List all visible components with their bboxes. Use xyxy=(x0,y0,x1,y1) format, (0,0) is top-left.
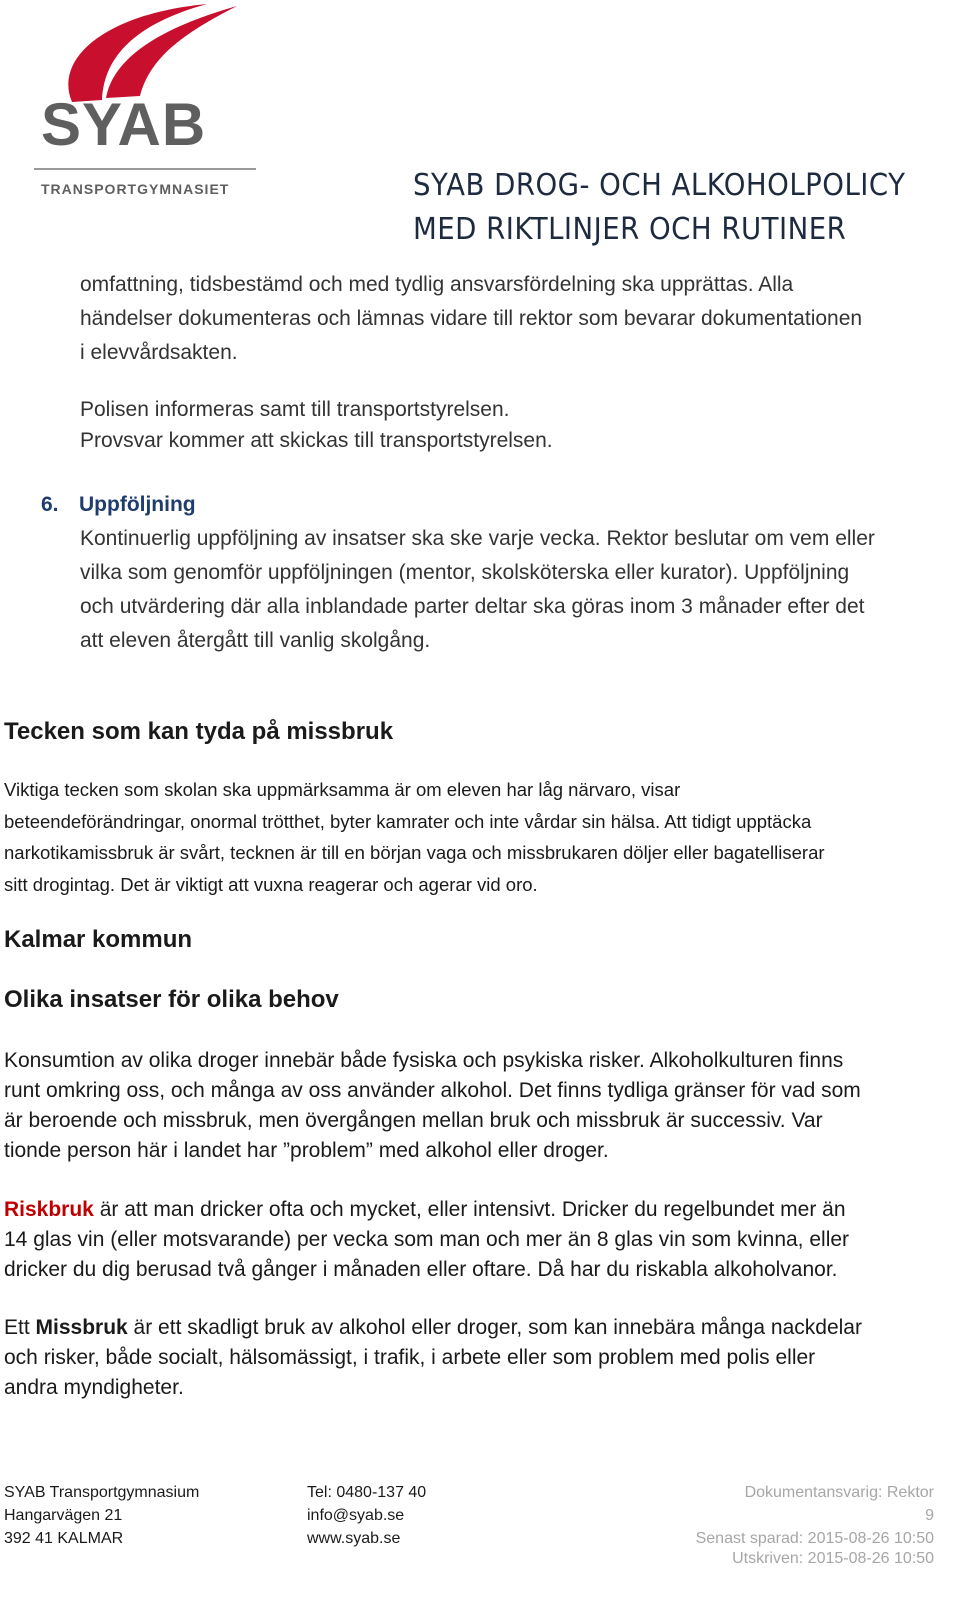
text-line: sitt drogintag. Det är viktigt att vuxna reagerar och agerar vid oro. xyxy=(4,873,538,895)
text-span: är ett skadligt bruk av alkohol eller droger, som kan innebära många nackdelar xyxy=(127,1316,862,1339)
document-title xyxy=(413,164,905,252)
heading-insatser: Olika insatser för olika behov xyxy=(4,986,339,1013)
footer-website[interactable]: www.syab.se xyxy=(307,1530,401,1547)
heading-signs: Tecken som kan tyda på missbruk xyxy=(4,718,394,745)
footer-email[interactable]: info@syab.se xyxy=(307,1507,405,1524)
text-line: narkotikamissbruk är svårt, tecknen är till en början vaga och missbrukaren döljer eller bagatelliserar xyxy=(4,842,825,863)
text-line: runt omkring oss, och många av oss använder alkohol. Det finns tydliga gränser för vad som xyxy=(4,1079,861,1102)
text-line: vilka som genomför uppföljningen (mentor, skolsköterska eller kurator). Uppföljning xyxy=(80,561,850,584)
footer-meta xyxy=(696,1481,934,1568)
page-number: 9 xyxy=(925,1507,934,1524)
heading-kalmar: Kalmar kommun xyxy=(4,926,193,953)
text-line: omfattning, tidsbestämd och med tydlig ansvarsfördelning ska upprättas. Alla xyxy=(80,273,794,296)
text-line: händelser dokumenteras och lämnas vidare till rektor som bevarar dokumentationen xyxy=(80,307,863,330)
footer-city: 392 41 KALMAR xyxy=(4,1530,124,1547)
text-line xyxy=(4,1195,849,1225)
text-line: Viktiga tecken som skolan ska uppmärksamma är om eleven har låg närvaro, visar xyxy=(4,779,681,800)
section-number: 6. xyxy=(41,493,59,516)
footer-street: Hangarvägen 21 xyxy=(4,1507,123,1524)
section-title: Uppföljning xyxy=(79,493,196,516)
title-line-1: SYAB DROG- OCH ALKOHOLPOLICY xyxy=(413,168,906,203)
logo-divider xyxy=(34,168,256,170)
footer-printed-date: Utskriven: 2015-08-26 10:50 xyxy=(732,1550,934,1567)
consumption-paragraph xyxy=(4,1046,861,1166)
police-paragraph xyxy=(80,394,553,456)
text-line: och utvärdering där alla inblandade parter deltar ska göras inom 3 månader efter det xyxy=(80,595,865,618)
section-heading-followup xyxy=(41,488,196,522)
text-span: är att man dricker ofta och mycket, eller intensivt. Dricker du regelbundet mer än xyxy=(93,1198,846,1221)
text-line: 14 glas vin (eller motsvarande) per vecka som man och mer än 8 glas vin som kvinna, eller xyxy=(4,1228,850,1251)
text-line: andra myndigheter. xyxy=(4,1376,184,1399)
footer-address xyxy=(4,1481,199,1550)
logo-wordmark: SYAB xyxy=(41,91,207,158)
syab-logo xyxy=(32,0,272,205)
text-line: är beroende och missbruk, men övergången mellan bruk och missbruk är successiv. Var xyxy=(4,1109,823,1132)
text-line xyxy=(4,1313,862,1343)
text-line: Polisen informeras samt till transportstyrelsen. xyxy=(80,398,510,421)
logo-subtitle: TRANSPORTGYMNASIET xyxy=(41,181,230,197)
followup-paragraph xyxy=(80,522,875,658)
text-span: Ett xyxy=(4,1316,36,1339)
text-line: tionde person här i landet har ”problem” med alkohol eller droger. xyxy=(4,1139,609,1162)
text-line: att eleven återgått till vanlig skolgång. xyxy=(80,629,431,652)
missbruk-paragraph xyxy=(4,1313,862,1403)
footer-contact xyxy=(307,1481,426,1550)
missbruk-term: Missbruk xyxy=(35,1316,128,1339)
text-line: Konsumtion av olika droger innebär både fysiska och psykiska risker. Alkoholkulturen finns xyxy=(4,1049,844,1072)
text-line: Kontinuerlig uppföljning av insatser ska ske varje vecka. Rektor beslutar om vem eller xyxy=(80,527,875,550)
footer-phone: Tel: 0480-137 40 xyxy=(307,1484,427,1501)
signs-paragraph xyxy=(4,774,825,900)
riskbruk-paragraph xyxy=(4,1195,849,1285)
text-line: och risker, både socialt, hälsomässigt, i trafik, i arbete eller som problem med polis eller xyxy=(4,1346,816,1369)
text-line: Provsvar kommer att skickas till transportstyrelsen. xyxy=(80,429,553,452)
title-line-2: MED RIKTLINJER OCH RUTINER xyxy=(413,212,847,247)
riskbruk-term: Riskbruk xyxy=(4,1198,94,1221)
intro-paragraph xyxy=(80,268,862,370)
text-line: beteendeförändringar, onormal trötthet, byter kamrater och inte vårdar sin hälsa. Att tidigt upptäcka xyxy=(4,810,812,832)
text-line: i elevvårdsakten. xyxy=(80,341,238,364)
footer-saved-date: Senast sparad: 2015-08-26 10:50 xyxy=(695,1530,934,1547)
footer-org: SYAB Transportgymnasium xyxy=(4,1484,200,1501)
footer-owner: Dokumentansvarig: Rektor xyxy=(744,1484,934,1501)
text-line: dricker du dig berusad två gånger i månaden eller oftare. Då har du riskabla alkoholvanor. xyxy=(4,1258,838,1281)
